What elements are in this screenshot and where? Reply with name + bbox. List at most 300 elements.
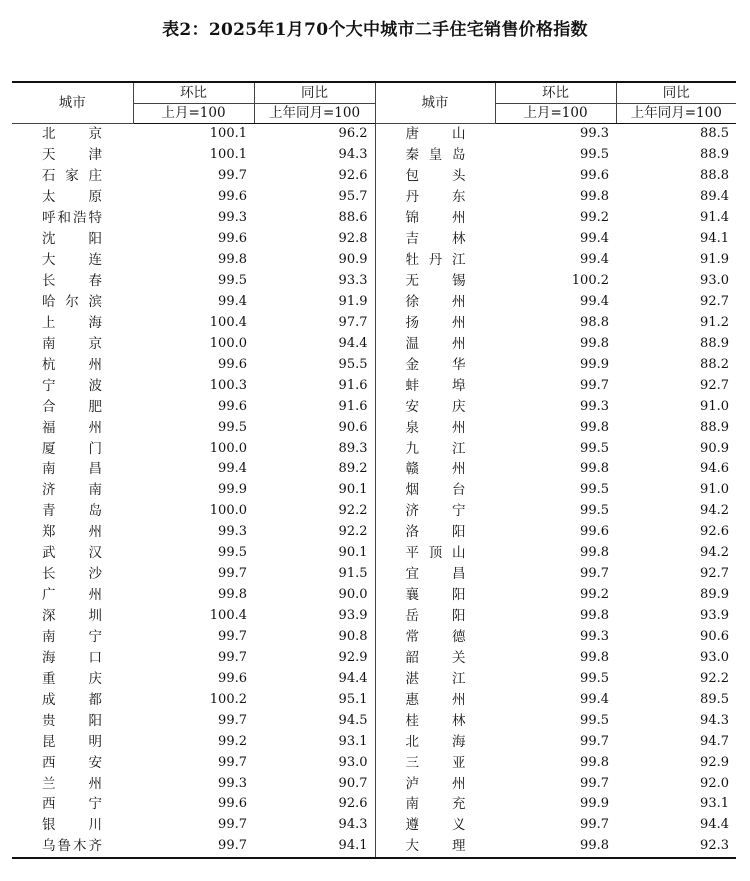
yoy-value: 90.9 (254, 250, 375, 271)
city-cell (375, 229, 495, 250)
mom-value: 99.5 (580, 670, 609, 686)
mom-value: 100.2 (571, 273, 609, 289)
mom-value: 99.8 (580, 545, 609, 561)
table-row (12, 229, 736, 250)
city-name: 济宁 (405, 503, 466, 520)
city-name: 烟台 (405, 482, 466, 499)
yoy-value: 88.6 (254, 208, 375, 229)
table-row (12, 627, 736, 648)
city-name: 泉州 (405, 419, 466, 436)
city-cell (12, 564, 133, 585)
yoy-value: 93.0 (700, 273, 729, 289)
city-name: 北京 (42, 126, 102, 143)
city-name: 西安 (42, 754, 102, 771)
mom-value: 99.7 (580, 566, 609, 582)
mom-value: 99.8 (218, 252, 247, 268)
yoy-value: 95.5 (254, 354, 375, 375)
yoy-value: 89.3 (254, 438, 375, 459)
mom-value: 99.4 (580, 691, 609, 707)
yoy-value: 90.8 (254, 627, 375, 648)
yoy-value: 89.5 (700, 691, 729, 707)
mom-value: 99.5 (580, 147, 609, 163)
yoy-value: 92.0 (700, 775, 729, 791)
table-row (12, 166, 736, 187)
city-cell (375, 480, 495, 501)
table-row (12, 354, 736, 375)
city-name: 西宁 (42, 796, 102, 813)
yoy-value: 94.3 (700, 712, 729, 728)
city-header: 城市 (12, 82, 133, 124)
city-cell (12, 229, 133, 250)
city-cell (375, 271, 495, 292)
city-name: 乌鲁木齐 (42, 838, 102, 855)
city-cell (375, 794, 495, 815)
city-name: 包头 (405, 168, 466, 185)
yoy-value: 89.2 (254, 459, 375, 480)
city-name: 合肥 (42, 398, 102, 415)
city-cell (375, 647, 495, 668)
city-name: 长沙 (42, 566, 102, 583)
mom-value: 99.4 (580, 252, 609, 268)
city-cell (375, 292, 495, 313)
city-name: 安庆 (405, 398, 466, 415)
city-cell (375, 312, 495, 333)
city-name: 北海 (405, 733, 466, 750)
city-name: 宁波 (42, 377, 102, 394)
yoy-value: 91.2 (700, 314, 729, 330)
city-cell (375, 438, 495, 459)
mom-value: 100.4 (209, 314, 247, 330)
yoy-value: 89.9 (700, 587, 729, 603)
table-row (12, 585, 736, 606)
city-cell (12, 333, 133, 354)
city-name: 襄阳 (405, 587, 466, 604)
city-cell (12, 647, 133, 668)
mom-value: 99.6 (218, 796, 247, 812)
city-cell (375, 585, 495, 606)
mom-value: 100.0 (209, 503, 247, 519)
yoy-value: 88.8 (700, 168, 729, 184)
table-row (12, 836, 736, 858)
city-name: 平顶山 (405, 545, 466, 562)
city-name: 哈尔滨 (42, 293, 102, 310)
city-cell (12, 396, 133, 417)
city-name: 南宁 (42, 628, 102, 645)
mom-value: 99.6 (218, 670, 247, 686)
yoy-value: 92.6 (700, 524, 729, 540)
city-name: 赣州 (405, 461, 466, 478)
table-row (12, 480, 736, 501)
table-row (12, 417, 736, 438)
mom-base-header: 上月=100 (495, 104, 616, 124)
yoy-value: 92.7 (700, 566, 729, 582)
city-cell (12, 480, 133, 501)
city-name: 银川 (42, 817, 102, 834)
city-cell (12, 668, 133, 689)
table-row (12, 668, 736, 689)
mom-value: 99.7 (218, 628, 247, 644)
yoy-value: 89.4 (700, 189, 729, 205)
table-row (12, 208, 736, 229)
mom-value: 99.3 (580, 398, 609, 414)
mom-value: 99.7 (218, 754, 247, 770)
yoy-value: 94.1 (700, 231, 729, 247)
mom-value: 99.7 (580, 817, 609, 833)
city-cell (12, 606, 133, 627)
city-name: 昆明 (42, 733, 102, 750)
yoy-value: 92.6 (254, 794, 375, 815)
mom-value: 99.7 (218, 168, 247, 184)
city-cell (375, 627, 495, 648)
table-row (12, 773, 736, 794)
table-row (12, 145, 736, 166)
mom-value: 99.7 (580, 377, 609, 393)
yoy-value: 91.6 (254, 375, 375, 396)
yoy-value: 91.4 (700, 210, 729, 226)
mom-value: 99.7 (580, 775, 609, 791)
city-name: 南京 (42, 335, 102, 352)
city-name: 扬州 (405, 314, 466, 331)
mom-value: 99.6 (580, 524, 609, 540)
mom-value: 99.5 (218, 273, 247, 289)
table-title: 表2：2025年1月70个大中城市二手住宅销售价格指数 (162, 20, 588, 40)
mom-value: 99.5 (218, 545, 247, 561)
yoy-value: 91.5 (254, 564, 375, 585)
yoy-value: 94.4 (700, 817, 729, 833)
yoy-value: 92.7 (700, 293, 729, 309)
mom-value: 99.7 (218, 838, 247, 854)
mom-value: 99.2 (218, 733, 247, 749)
yoy-value: 92.6 (254, 166, 375, 187)
city-name: 蚌埠 (405, 377, 466, 394)
city-name: 惠州 (405, 691, 466, 708)
yoy-value: 88.9 (700, 419, 729, 435)
city-cell (375, 145, 495, 166)
city-cell (375, 731, 495, 752)
city-cell (12, 731, 133, 752)
city-name: 常德 (405, 628, 466, 645)
yoy-value: 90.9 (700, 440, 729, 456)
yoy-value: 93.9 (254, 606, 375, 627)
mom-value: 99.7 (218, 566, 247, 582)
city-cell (12, 312, 133, 333)
table-row (12, 375, 736, 396)
city-name: 兰州 (42, 775, 102, 792)
mom-value: 99.3 (218, 210, 247, 226)
city-cell (12, 438, 133, 459)
table-row (12, 501, 736, 522)
yoy-value: 94.3 (254, 815, 375, 836)
mom-value: 99.6 (218, 398, 247, 414)
table-row (12, 250, 736, 271)
city-cell (375, 752, 495, 773)
mom-value: 99.5 (580, 440, 609, 456)
yoy-value: 93.0 (700, 649, 729, 665)
city-name: 温州 (405, 335, 466, 352)
city-name: 岳阳 (405, 608, 466, 625)
city-name: 三亚 (405, 754, 466, 771)
table-row (12, 710, 736, 731)
table-row (12, 187, 736, 208)
yoy-value: 92.2 (254, 501, 375, 522)
yoy-base-header: 上年同月=100 (254, 104, 375, 124)
city-cell (12, 417, 133, 438)
table-row (12, 689, 736, 710)
city-cell (375, 166, 495, 187)
city-cell (12, 250, 133, 271)
mom-value: 99.7 (580, 733, 609, 749)
table-row (12, 438, 736, 459)
city-name: 沈阳 (42, 231, 102, 248)
yoy-value: 94.5 (254, 710, 375, 731)
city-cell (12, 375, 133, 396)
mom-value: 99.3 (580, 126, 609, 142)
yoy-value: 92.3 (700, 838, 729, 854)
mom-value: 99.8 (580, 461, 609, 477)
table-row (12, 815, 736, 836)
mom-base-header: 上月=100 (133, 104, 254, 124)
city-cell (375, 375, 495, 396)
mom-value: 99.7 (218, 817, 247, 833)
table-row (12, 543, 736, 564)
city-name: 深圳 (42, 608, 102, 625)
city-name: 徐州 (405, 293, 466, 310)
yoy-value: 96.2 (254, 124, 375, 145)
price-index-table (12, 81, 736, 859)
table-row (12, 396, 736, 417)
city-cell (375, 689, 495, 710)
city-name: 金华 (405, 356, 466, 373)
city-cell (375, 354, 495, 375)
city-name: 韶关 (405, 649, 466, 666)
city-cell (12, 459, 133, 480)
city-cell (12, 271, 133, 292)
yoy-value: 94.1 (254, 836, 375, 858)
mom-header: 环比 (133, 82, 254, 104)
city-name: 唐山 (405, 126, 466, 143)
city-name: 海口 (42, 649, 102, 666)
yoy-value: 90.6 (254, 417, 375, 438)
mom-value: 99.8 (580, 608, 609, 624)
mom-value: 99.8 (580, 335, 609, 351)
city-name: 丹东 (405, 189, 466, 206)
mom-value: 99.4 (580, 231, 609, 247)
table-body (12, 124, 736, 858)
city-cell (12, 543, 133, 564)
city-cell (375, 543, 495, 564)
city-cell (375, 564, 495, 585)
city-name: 遵义 (405, 817, 466, 834)
mom-value: 99.4 (580, 293, 609, 309)
city-name: 秦皇岛 (405, 147, 466, 164)
city-cell (375, 606, 495, 627)
table-row (12, 564, 736, 585)
table-row (12, 292, 736, 313)
city-name: 锦州 (405, 210, 466, 227)
city-name: 无锡 (405, 273, 466, 290)
mom-value: 99.4 (218, 461, 247, 477)
city-cell (375, 187, 495, 208)
city-cell (375, 124, 495, 145)
yoy-value: 94.4 (254, 668, 375, 689)
city-name: 杭州 (42, 356, 102, 373)
yoy-value: 88.2 (700, 356, 729, 372)
mom-header: 环比 (495, 82, 616, 104)
yoy-value: 93.3 (254, 271, 375, 292)
city-name: 郑州 (42, 524, 102, 541)
table-row (12, 647, 736, 668)
mom-value: 99.3 (218, 524, 247, 540)
yoy-value: 92.8 (254, 229, 375, 250)
city-name: 泸州 (405, 775, 466, 792)
yoy-value: 90.1 (254, 543, 375, 564)
city-cell (12, 522, 133, 543)
yoy-value: 92.2 (254, 522, 375, 543)
yoy-value: 91.0 (700, 398, 729, 414)
mom-value: 99.8 (580, 189, 609, 205)
table-row (12, 606, 736, 627)
city-name: 宜昌 (405, 566, 466, 583)
city-name: 上海 (42, 314, 102, 331)
city-cell (12, 354, 133, 375)
table-row (12, 333, 736, 354)
yoy-value: 94.2 (700, 545, 729, 561)
mom-value: 99.9 (580, 356, 609, 372)
yoy-header: 同比 (254, 82, 375, 104)
city-cell (12, 689, 133, 710)
yoy-value: 92.9 (700, 754, 729, 770)
mom-value: 99.8 (580, 754, 609, 770)
mom-value: 100.0 (209, 335, 247, 351)
mom-value: 99.8 (580, 838, 609, 854)
city-name: 重庆 (42, 670, 102, 687)
mom-value: 99.2 (580, 210, 609, 226)
table-row (12, 312, 736, 333)
city-name: 厦门 (42, 440, 102, 457)
mom-value: 99.6 (218, 231, 247, 247)
yoy-value: 90.0 (254, 585, 375, 606)
table-row (12, 752, 736, 773)
city-cell (12, 187, 133, 208)
city-cell (375, 333, 495, 354)
mom-value: 99.6 (580, 168, 609, 184)
mom-value: 99.8 (580, 419, 609, 435)
yoy-value: 92.9 (254, 647, 375, 668)
table-row (12, 124, 736, 145)
city-name: 南充 (405, 796, 466, 813)
mom-value: 100.1 (209, 147, 247, 163)
yoy-value: 93.0 (254, 752, 375, 773)
city-name: 九江 (405, 440, 466, 457)
yoy-value: 94.4 (254, 333, 375, 354)
yoy-header: 同比 (616, 82, 736, 104)
mom-value: 98.8 (580, 314, 609, 330)
yoy-value: 91.9 (254, 292, 375, 313)
table-row (12, 731, 736, 752)
table-row (12, 794, 736, 815)
city-cell (12, 124, 133, 145)
city-cell (12, 752, 133, 773)
city-name: 湛江 (405, 670, 466, 687)
city-cell (375, 250, 495, 271)
city-cell (12, 208, 133, 229)
yoy-base-header: 上年同月=100 (616, 104, 736, 124)
mom-value: 99.5 (580, 503, 609, 519)
yoy-value: 91.9 (700, 252, 729, 268)
mom-value: 99.4 (218, 293, 247, 309)
yoy-value: 94.3 (254, 145, 375, 166)
city-cell (12, 710, 133, 731)
city-cell (12, 145, 133, 166)
mom-value: 99.9 (580, 796, 609, 812)
mom-value: 99.7 (218, 712, 247, 728)
table-row (12, 522, 736, 543)
yoy-value: 90.1 (254, 480, 375, 501)
city-cell (375, 208, 495, 229)
table-row (12, 271, 736, 292)
city-cell (12, 836, 133, 858)
city-name: 天津 (42, 147, 102, 164)
mom-value: 99.8 (580, 649, 609, 665)
city-name: 大连 (42, 252, 102, 269)
mom-value: 100.0 (209, 440, 247, 456)
city-cell (12, 627, 133, 648)
yoy-value: 88.9 (700, 147, 729, 163)
city-cell (375, 815, 495, 836)
yoy-value: 95.7 (254, 187, 375, 208)
mom-value: 99.6 (218, 356, 247, 372)
city-name: 广州 (42, 587, 102, 604)
yoy-value: 92.2 (700, 670, 729, 686)
mom-value: 99.2 (580, 587, 609, 603)
mom-value: 100.4 (209, 608, 247, 624)
city-cell (375, 396, 495, 417)
mom-value: 99.5 (580, 712, 609, 728)
yoy-value: 94.7 (700, 733, 729, 749)
city-cell (375, 836, 495, 858)
mom-value: 99.5 (218, 419, 247, 435)
city-cell (375, 668, 495, 689)
yoy-value: 93.1 (254, 731, 375, 752)
mom-value: 99.5 (580, 482, 609, 498)
yoy-value: 88.9 (700, 335, 729, 351)
city-cell (12, 815, 133, 836)
city-name: 南昌 (42, 461, 102, 478)
city-name: 贵阳 (42, 712, 102, 729)
city-name: 成都 (42, 691, 102, 708)
mom-value: 100.3 (209, 377, 247, 393)
city-cell (12, 501, 133, 522)
city-cell (375, 773, 495, 794)
table-row (12, 459, 736, 480)
city-name: 洛阳 (405, 524, 466, 541)
city-cell (12, 292, 133, 313)
yoy-value: 93.1 (700, 796, 729, 812)
city-cell (375, 417, 495, 438)
yoy-value: 92.7 (700, 377, 729, 393)
city-name: 济南 (42, 482, 102, 499)
city-cell (375, 522, 495, 543)
mom-value: 99.3 (580, 628, 609, 644)
yoy-value: 90.7 (254, 773, 375, 794)
city-cell (375, 459, 495, 480)
city-cell (12, 794, 133, 815)
city-name: 武汉 (42, 545, 102, 562)
mom-value: 99.3 (218, 775, 247, 791)
yoy-value: 97.7 (254, 312, 375, 333)
yoy-value: 94.2 (700, 503, 729, 519)
mom-value: 99.7 (218, 649, 247, 665)
